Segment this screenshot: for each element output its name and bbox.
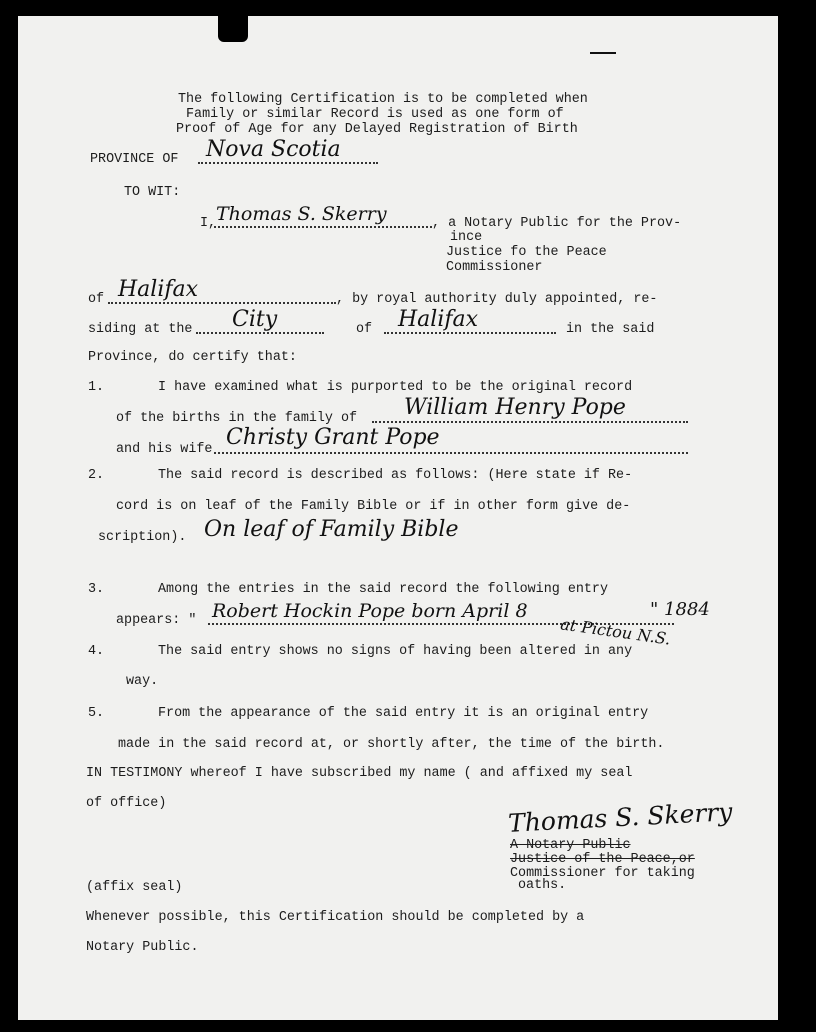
affix-seal-label: (affix seal) (86, 880, 183, 895)
town-value: Halifax (398, 307, 479, 332)
signature-title-1: A Notary Public (510, 838, 631, 853)
item-5-number: 5. (88, 706, 105, 721)
mother-dots (214, 452, 688, 454)
item-4-line-2: way. (126, 674, 159, 689)
item-3-line-2: appears: " (116, 613, 197, 628)
declarant-name: Thomas S. Skerry (216, 203, 387, 225)
footer-note-line-2: Notary Public. (86, 940, 199, 955)
signature-title-4: oaths. (518, 878, 567, 893)
county-value: Halifax (118, 277, 199, 302)
item-5-line-1: From the appearance of the said entry it is an original entry (158, 706, 649, 721)
town-dots (384, 332, 556, 334)
item-3-line-1: Among the entries in the said record the following entry (158, 582, 608, 597)
in-said-text: in the said (566, 322, 655, 337)
declarant-role-line-1: , a Notary Public for the Prov- (432, 216, 682, 231)
declarant-prefix: I, (200, 216, 217, 231)
father-dots (372, 421, 688, 423)
signature-title-3: Commissioner for taking (510, 866, 695, 881)
item-2-number: 2. (88, 468, 105, 483)
of-label-2: of (356, 322, 373, 337)
testimony-line-2: of office) (86, 796, 167, 811)
item-1-line-2: of the births in the family of (116, 411, 358, 426)
province-dots (198, 162, 378, 164)
item-4-number: 4. (88, 644, 105, 659)
declarant-role-line-3: Justice fo the Peace (446, 245, 607, 260)
declarant-dots (214, 226, 432, 228)
entry-year: " 1884 (650, 599, 710, 620)
entry-place: at Pictou N.S. (559, 614, 672, 649)
item-4-line-1: The said entry shows no signs of having been altered in any (158, 644, 633, 659)
declarant-role-line-4: Commissioner (446, 260, 543, 275)
item-5-line-2: made in the said record at, or shortly after, the time of the birth. (118, 737, 665, 752)
of-label: of (88, 292, 105, 307)
header-line-1: The following Certification is to be completed when (178, 92, 588, 107)
residence-type: City (232, 307, 278, 332)
footer-note-line-1: Whenever possible, this Certification should be completed by a (86, 910, 585, 925)
residence-dots (196, 332, 324, 334)
testimony-line-1: IN TESTIMONY whereof I have subscribed my name ( and affixed my seal (86, 766, 633, 781)
province-label: PROVINCE OF (90, 152, 179, 167)
declarant-role-line-2: ince (450, 230, 483, 245)
item-2-line-3: scription). (98, 530, 187, 545)
item-1-number: 1. (88, 380, 105, 395)
margin-dash-mark (590, 52, 616, 54)
punch-hole (218, 16, 248, 42)
province-line: Province, do certify that: (88, 350, 297, 365)
province-value: Nova Scotia (206, 137, 341, 162)
item-1-line-1: I have examined what is purported to be the original record (158, 380, 633, 395)
signature: Thomas S. Skerry (507, 797, 734, 838)
header-line-3: Proof of Age for any Delayed Registration of Birth (176, 122, 578, 137)
item-1-line-3: and his wife (116, 442, 213, 457)
entry-text: Robert Hockin Pope born April 8 (212, 600, 528, 622)
header-line-2: Family or similar Record is used as one form of (186, 107, 564, 122)
mother-name: Christy Grant Pope (226, 425, 440, 450)
county-dots (108, 302, 336, 304)
to-wit-label: TO WIT: (124, 185, 181, 200)
item-3-number: 3. (88, 582, 105, 597)
appointed-text: , by royal authority duly appointed, re- (336, 292, 658, 307)
residing-label: siding at the (88, 322, 193, 337)
record-description: On leaf of Family Bible (204, 517, 459, 542)
father-name: William Henry Pope (404, 395, 626, 420)
signature-title-2: Justice of the Peace,or (510, 852, 695, 867)
item-2-line-2: cord is on leaf of the Family Bible or if in other form give de- (116, 499, 631, 514)
item-2-line-1: The said record is described as follows: (Here state if Re- (158, 468, 633, 483)
